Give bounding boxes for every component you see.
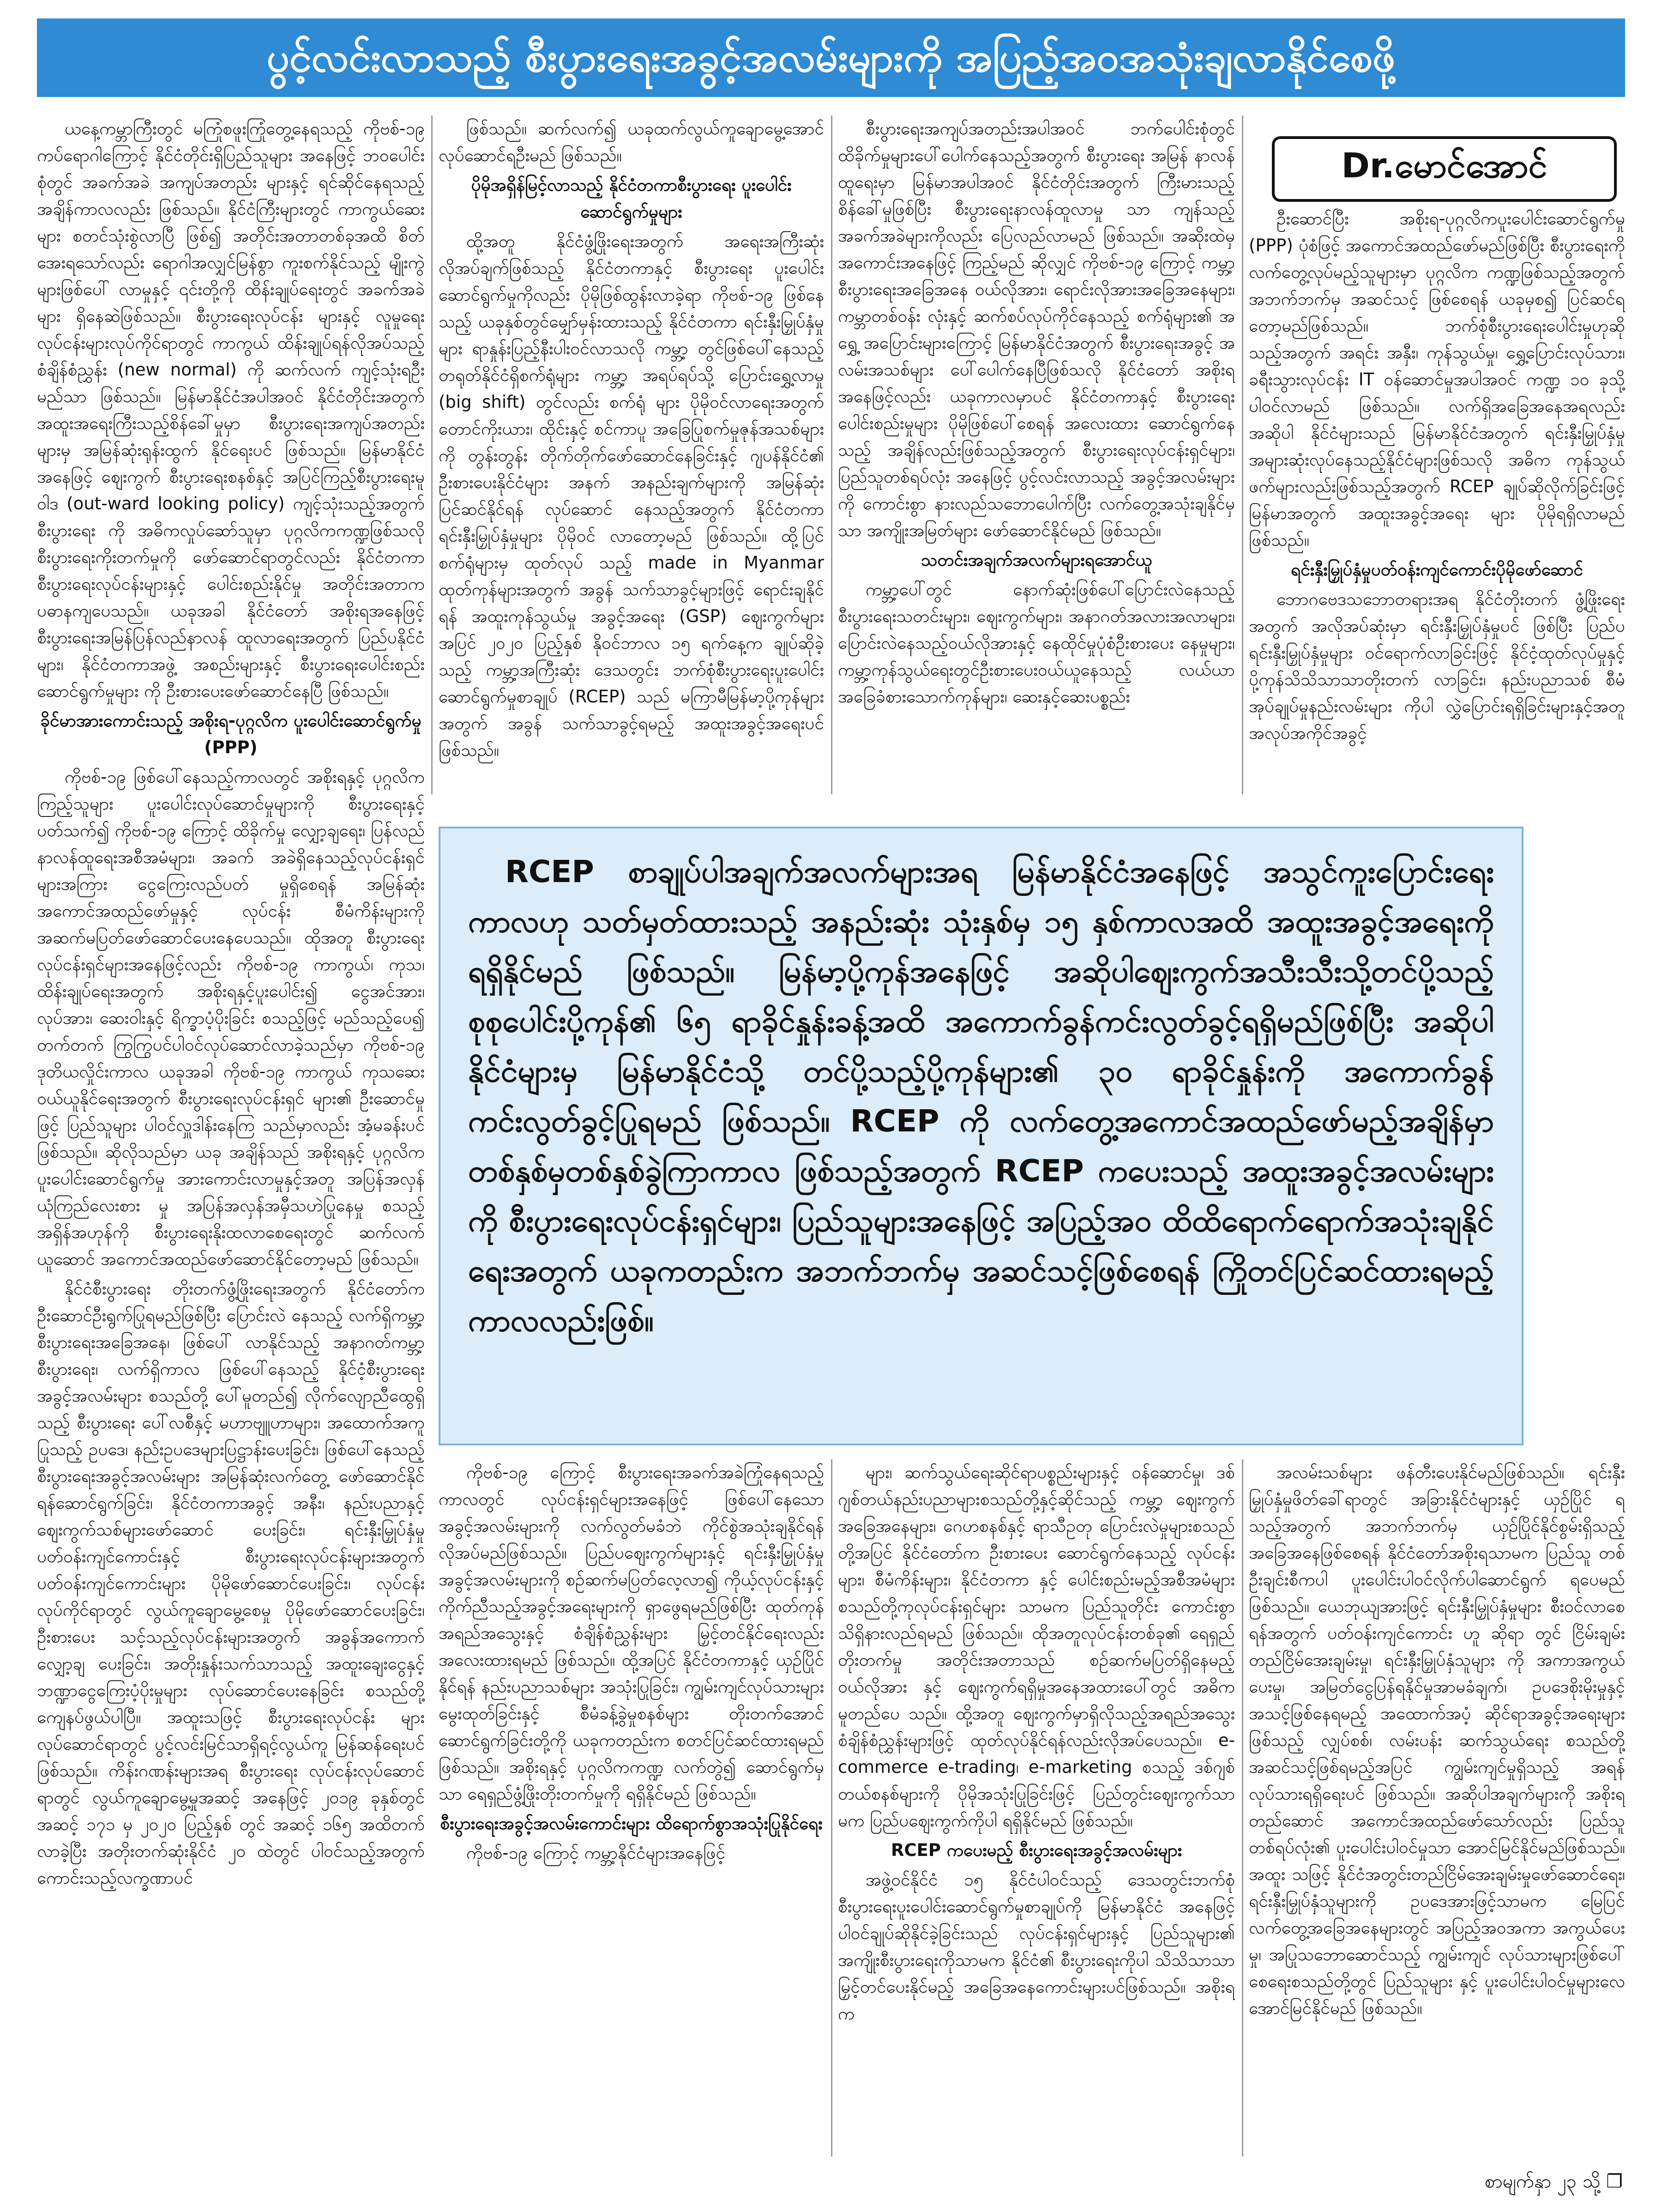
section-subhead: ပိုမိုအရှိန်မြင့်လာသည့် နိုင်ငံတကာစီးပွားရေး ပူးပေါင်းဆောင်ရွက်မှုများ [471,175,792,222]
paragraph: ယနေ့ကမ္ဘာကြီးတွင် မကြုံစဖူးကြုံတွေ့နေရသည့် ကိုဗစ်-၁၉ ကပ်ရောဂါကြောင့် နိုင်ငံတိုင်းရှိပြည်သူများ အနေဖြင့် ဘဝပေါင်းစုံတွင် အခက်အခဲ အကျပ်အတည်း များနှင့် ရင်ဆိုင်နေရသည့်အချိန်ကာလလည်း ဖြစ်သည်။ နိုင်ငံကြီးများတွင် ကာကွယ်ဆေးများ စတင်သုံးစွဲလာပြီ ဖြစ်၍ အတိုင်းအတာတစ်ခုအထိ စိတ်အေးရသော်လည်း ရောဂါအလျှင်မြန်စွာ ကူးစက်နိုင်သည့် မျိုးကွဲများဖြစ်ပေါ် လာမှုနှင့် ၎င်းတို့ကို ထိန်းချုပ်ရေးတွင် အခက်အခဲများ ရှိနေဆဲဖြစ်သည်။ စီးပွားရေးလုပ်ငန်း များနှင့် လူမှုရေးလုပ်ငန်းများလုပ်ကိုင်ရာတွင် ကာကွယ် ထိန်းချုပ်ရန်လိုအပ်သည့် စံချိန်စံညွှန်း (new normal) ကို ဆက်လက် ကျင့်သုံးရဦးမည်သာ ဖြစ်သည်။ မြန်မာနိုင်ငံအပါအဝင် နိုင်ငံတိုင်းအတွက် အထူးအရေးကြီးသည့်စိန်ခေါ်မှုမှာ စီးပွားရေးအကျပ်အတည်းများမှ အမြန်ဆုံးရုန်းထွက် နိုင်ရေးပင် ဖြစ်သည်။ မြန်မာနိုင်ငံအနေဖြင့် ဈေးကွက် စီးပွားရေးစနစ်နှင့် အပြင်ကြည့်စီးပွားရေးမူဝါဒ (out-ward looking policy) ကျင့်သုံးသည့်အတွက် စီးပွားရေး ကို အဓိကလှုပ်ဆော်သူမှာ ပုဂ္ဂလိကကဏ္ဍဖြစ်သလို စီးပွားရေးကိုးတက်မှုကို ဖော်ဆောင်ရာတွင်လည်း နိုင်ငံတကာ စီးပွားရေးလုပ်ငန်းများနှင့် ပေါင်းစည်းနိုင်မှု အတိုင်းအတာက ပဓာနကျပေသည်။ ယခုအခါ နိုင်ငံတော် အစိုးရအနေဖြင့် စီးပွားရေးအမြန်ပြန်လည်နာလန် ထူလာရေးအတွက် ပြည်ပနိုင်ငံများ၊ နိုင်ငံတကာအဖွဲ့ အစည်းများနှင့် စီးပွားရေးပေါင်းစည်းဆောင်ရွက်မှုများ ကို ဦးစားပေးဖော်ဆောင်နေပြီ ဖြစ်သည်။ [37,119,425,701]
paragraph: အလမ်းသစ်များ ဖန်တီးပေးနိုင်မည်ဖြစ်သည်။ ရင်းနှီး မြှုပ်နှံမှုဖိတ်ခေါ်ရာတွင် အခြားနိုင်ငံများနှင့် ယှဉ်ပြိုင် ရသည့်အတွက် အဘက်ဘက်မှ ယှဉ်ပြိုင်နိုင်စွမ်းရှိသည့် အခြေအနေဖြစ်စေရန် နိုင်ငံတော်အစိုးရသာမက ပြည်သူ တစ်ဦးချင်းစီကပါ ပူးပေါင်းပါဝင်လိုက်ပါဆောင်ရွက် ရပေမည် ဖြစ်သည်။ ယေဘုယျအားဖြင့် ရင်းနှီးမြှုပ်နှံမှုများ စီးဝင်လာစေရန်အတွက် ပတ်ဝန်းကျင်ကောင်း ဟူ ဆိုရာ တွင် ငြိမ်းချမ်းတည်ငြိမ်အေးချမ်းမှု၊ ရင်းနှီးမြှုပ်နှံသူများ ကို အကာအကွယ်ပေးမှု၊ အမြတ်ငွေပြန်ရနိုင်မှုအာမခံချက်၊ ဥပဒေစိုးမိုးမှုနှင့် အသင့်ဖြစ်နေရမည့် အထောက်အပံ့ ဆိုင်ရာအခွင့်အရေးများဖြစ်သည့် လျှပ်စစ်၊ လမ်းပန်း ဆက်သွယ်ရေး စသည်တို့အဆင်သင့်ဖြစ်ရမည့်အပြင် ကျွမ်းကျင်မှုရှိသည့် အရန်လုပ်သားရရှိရေးပင် ဖြစ်သည်။ အဆိုပါအချက်များကို အစိုးရတည်ဆောင် အကောင်အထည်ဖော်သော်လည်း ပြည်သူတစ်ရပ်လုံး၏ ပူးပေါင်းပါဝင်မှုသာ အောင်မြင်နိုင်မည်ဖြစ်သည်။ အထူး သဖြင့် နိုင်ငံအတွင်းတည်ငြိမ်အေးချမ်းမှုဖော်ဆောင်ရေး၊ ရင်းနှီးမြှုပ်နှံသူများကို ဥပဒေအားဖြင့်သာမက မြေပြင် လက်တွေ့အခြေအနေများတွင် အပြည့်အဝအကာ အကွယ်ပေးမှု၊ အပြုသဘောဆောင်သည့် ကျွမ်းကျင် လုပ်သားများဖြစ်ပေါ်စေရေးစသည်တို့တွင် ပြည်သူများ နှင့် ပူးပေါင်းပါဝင်မှုများလေ အောင်မြင်နိုင်မည် ဖြစ်သည်။ [1249,1463,1625,2018]
article-column-7 [1249,1459,1625,2157]
section-subhead: ခိုင်မာအားကောင်းသည့် အစိုးရ-ပုဂ္ဂလိက ပူးပေါင်းဆောင်ရွက်မှု (PPP) [40,711,422,757]
column-divider [1242,115,1243,794]
continued-on-page: စာမျက်နှာ ၂၃ သို့ ❐ [1484,2171,1623,2192]
section-subhead: RCEP ကပေးမည့် စီးပွားရေးအခွင့်အလမ်းများ [891,1840,1182,1860]
column-divider [831,1459,832,2157]
headline-banner [37,18,1625,97]
paragraph: နိုင်ငံစီးပွားရေး တိုးတက်ဖွံ့ဖြိုးရေးအတွက် နိုင်ငံတော်က ဦးဆောင်ဦးရွက်ပြုရမည်ဖြစ်ပြီး ပြောင်းလဲ နေသည့် လက်ရှိကမ္ဘာ့စီးပွားရေးအခြေအနေ၊ ဖြစ်ပေါ် လာနိုင်သည့် အနာဂတ်ကမ္ဘာ့စီးပွားရေး၊ လက်ရှိကာလ ဖြစ်ပေါ်နေသည့် နိုင်ငံ့စီးပွားရေးအခွင့်အလမ်းများ စသည်တို့ ပေါ်မူတည်၍ လိုက်လျောညီထွေရှိသည့် စီးပွားရေး ပေါ်လစီနှင့် မဟာဗျူဟာများ၊ အထောက်အကူပြုသည့် ဥပဒေ၊ နည်းဥပဒေများပြဋ္ဌာန်းပေးခြင်း၊ ဖြစ်ပေါ်နေသည့် စီးပွားရေးအခွင့်အလမ်းများ အမြန်ဆုံးလက်တွေ့ ဖော်ဆောင်နိုင်ရန်ဆောင်ရွက်ခြင်း၊ နိုင်ငံတကာအခွင့် အနီး၊ နည်းပညာနှင့် ဈေးကွက်သစ်များဖော်ဆောင် ပေးခြင်း၊ ရင်းနှီးမြှုပ်နှံမှုပတ်ဝန်းကျင်ကောင်းနှင့် စီးပွားရေးလုပ်ငန်းများအတွက် ပတ်ဝန်းကျင်ကောင်းများ ပိုမိုဖော်ဆောင်ပေးခြင်း၊ လုပ်ငန်းလုပ်ကိုင်ရာတွင် လွယ်ကူချောမွေ့စေမှု ပိုမိုဖော်ဆောင်ပေးခြင်း၊ ဦးစားပေး သင့်သည့်လုပ်ငန်းများအတွက် အခွန်အကောက်လျှော့ချ ပေးခြင်း၊ အတိုးနှုန်းသက်သာသည့် အထူးချေးငွေနှင့် ဘဏ္ဍာငွေကြေးပံ့ပိုးမှုများ လုပ်ဆောင်ပေးနေခြင်း စသည်တို့ကျေနပ်ဖွယ်ပါပြီ။ အထူးသဖြင့် စီးပွားရေးလုပ်ငန်း များလုပ်ဆောင်ရာတွင် ပွင့်လင်းမြင်သာရှိရင့်လွယ်ကူ မြန်ဆန်ရေးပင်ဖြစ်သည်။ ကိန်းဂဏန်းများအရ စီးပွားရေး လုပ်ငန်းလုပ်ဆောင်ရာတွင် လွယ်ကူချောမွေ့မှုအဆင့် အနေဖြင့် ၂၀၁၉ ခုနှစ်တွင် အဆင့် ၁၇၁ မှ ၂၀၂၀ ပြည့်နှစ် တွင် အဆင့် ၁၆၅ အထိတက်လာခဲ့ပြီး အတိုးတက်ဆုံးနိုင်ငံ ၂၀ ထဲတွင် ပါဝင်သည့်အတွက် ကောင်းသည့်လက္ခဏာပင် [37,1279,425,1888]
pull-quote-box [439,827,1524,1445]
column-divider [1242,1459,1243,2157]
column-divider [831,115,832,794]
paragraph: စီးပွားရေးအကျပ်အတည်းအပါအဝင် ဘက်ပေါင်းစုံတွင် ထိခိုက်မှုများပေါ်ပေါက်နေသည့်အတွက် စီးပွားရေး အမြန် နာလန်ထူရေးမှာ မြန်မာအပါအဝင် နိုင်ငံတိုင်းအတွက် ကြီးမားသည့်စိန်ခေါ်မှုဖြစ်ပြီး စီးပွားရေးနာလန်ထူလာမှု သာ ကျန်သည့်အခက်အခဲများကိုလည်း ပြေလည်လာမည် ဖြစ်သည်။ အဆိုးထဲမှ အကောင်းအနေဖြင့် ကြည့်မည် ဆိုလျှင် ကိုဗစ်-၁၉ ကြောင့် ကမ္ဘာ့စီးပွားရေးအခြေအနေ ဝယ်လိုအား၊ ရောင်းလိုအားအခြေအနေများ၊ ကမ္ဘာတစ်ဝန်း လုံးနှင့် ဆက်စပ်လုပ်ကိုင်နေသည့် စက်ရုံများ၏ အရွှေ့ အပြောင်းများကြောင့် မြန်မာနိုင်ငံအတွက် စီးပွားရေးအခွင့် အလမ်းအသစ်များ ပေါ်ပေါက်နေပြီဖြစ်သလို နိုင်ငံတော် အစိုးရအနေဖြင့်လည်း ယခုကာလမှာပင် နိုင်ငံတကာနှင့် စီးပွားရေးပေါင်းစည်းမှုများ ပိုမိုဖြစ်ပေါ်စေရန် အလေးထား ဆောင်ရွက်နေသည့် အချိန်လည်းဖြစ်သည့်အတွက် စီးပွားရေးလုပ်ငန်းရှင်များ၊ ပြည်သူတစ်ရပ်လုံး အနေဖြင့် ပွင့်လင်းလာသည့် အခွင့်အလမ်းများကို ကောင်းစွာ နားလည်သဘောပေါက်ပြီး လက်တွေ့အသုံးချနိုင်မှသာ အကျိုးအမြတ်များ ဖော်ဆောင်နိုင်မည် ဖြစ်သည်။ [838,119,1235,540]
column-divider [431,115,433,794]
article-column-1 [37,115,425,2157]
author-byline [1272,136,1617,202]
article-column-5 [439,1459,824,2157]
paragraph: ကမ္ဘာ့ပေါ်တွင် နောက်ဆုံးဖြစ်ပေါ်ပြောင်းလဲနေသည့် စီးပွားရေးသတင်းများ၊ ဈေးကွက်များ၊ အနာဂတ်အလားအလာများ၊ ပြောင်းလဲနေသည့်ဝယ်လိုအားနှင့် နေထိုင်မှုပုံစံဦးစားပေး နေမှုများ၊ ကမ္ဘာ့ကုန်သွယ်ရေးတွင်ဦးစားပေးဝယ်ယူနေသည့် လယ်ယာအခြေခံစားသောက်ကုန်များ၊ ဆေးနှင့်ဆေးပစ္စည်း [838,580,1235,707]
headline-text: ပွင့်လင်းလာသည့် စီးပွားရေးအခွင့်အလမ်းများကို အပြည့်အ၀အသုံးချလာနိုင်စေဖို့ [266,35,1396,81]
section-subhead: သတင်းအချက်အလက်များရအောင်ယူ [921,550,1152,570]
article-column-3 [838,115,1235,799]
paragraph: အဖွဲ့ဝင်နိုင်ငံ ၁၅ နိုင်ငံပါဝင်သည့် ဒေသတွင်းဘက်စုံ စီးပွားရေးပူးပေါင်းဆောင်ရွက်မှုစာချုပ်ကို မြန်မာနိုင်ငံ အနေဖြင့် ပါဝင်ချုပ်ဆိုနိုင်ခဲ့ခြင်းသည် လုပ်ငန်းရှင်များနှင့် ပြည်သူများ၏ အကျိုးစီးပွားရေးကိုသာမက နိုင်ငံ၏ စီးပွားရေးကိုပါ သိသိသာသာမြှင့်တင်ပေးနိုင်မည့် အခြေအနေကောင်းများပင်ဖြစ်သည်။ အစိုးရက [838,1870,1235,2024]
paragraph: ကိုဗစ်-၁၉ ကြောင့် စီးပွားရေးအခက်အခဲကြုံနေရသည့် ကာလတွင် လုပ်ငန်းရှင်များအနေဖြင့် ဖြစ်ပေါ်နေသော အခွင့်အလမ်းများကို လက်လွတ်မခံဘဲ ကိုင်စွဲအသုံးချနိုင်ရန် လိုအပ်မည်ဖြစ်သည်။ ပြည်ပဈေးကွက်များနှင့် ရင်းနှီးမြှုပ်နှံမှုအခွင့်အလမ်းများကို စဉ်ဆက်မပြတ်လေ့လာ၍ ကိုယ့်လုပ်ငန်းနှင့် ကိုက်ညီသည့်အခွင့်အရေးများကို ရှာဖွေရမည်ဖြစ်ပြီး ထုတ်ကုန်အရည်အသွေးနှင့် စံချိန်စံညွှန်းများ မြှင့်တင်နိုင်ရေးလည်း အလေးထားရမည် ဖြစ်သည်။ ထို့အပြင် နိုင်ငံတကာနှင့် ယှဉ်ပြိုင်နိုင်ရန် နည်းပညာသစ်များ အသုံးပြုခြင်း၊ ကျွမ်းကျင်လုပ်သားများ မွေးထုတ်ခြင်းနှင့် စီမံခန့်ခွဲမှုစနစ်များ တိုးတက်အောင် ဆောင်ရွက်ခြင်းတို့ကို ယခုကတည်းက စတင်ပြင်ဆင်ထားရမည် ဖြစ်သည်။ အစိုးရနှင့် ပုဂ္ဂလိကကဏ္ဍ လက်တွဲ၍ ဆောင်ရွက်မှသာ ရေရှည်ဖွံ့ဖြိုးတိုးတက်မှုကို ရရှိနိုင်မည် ဖြစ်သည်။ [439,1463,824,1804]
paragraph: ကိုဗစ်-၁၉ ဖြစ်ပေါ်နေသည့်ကာလတွင် အစိုးရနှင့် ပုဂ္ဂလိကကြည့်သူများ ပူးပေါင်းလုပ်ဆောင်မှုများကို စီးပွားရေးနှင့်ပတ်သက်၍ ကိုဗစ်-၁၉ ကြောင့် ထိခိုက်မှု လျှော့ချရေး၊ ပြန်လည်နာလန်ထူရေးအစီအမံများ၊ အခက် အခဲရှိနေသည့်လုပ်ငန်းရှင်များအကြား ငွေကြေးလည်ပတ် မှုရှိစေရန် အမြန်ဆုံးအကောင်အထည်ဖော်မှုနှင့် လုပ်ငန်း စီမံကိန်းများကိုအဆက်မပြတ်ဖော်ဆောင်ပေးနေပေသည်။ ထိုအတူ စီးပွားရေးလုပ်ငန်းရှင်များအနေဖြင့်လည်း ကိုဗစ်-၁၉ ကာကွယ်၊ ကုသ၊ ထိန်းချုပ်ရေးအတွက် အစိုးရနှင့်ပူးပေါင်း၍ ငွေအင်အား၊ လုပ်အား၊ ဆေးဝါးနှင့် ရိက္ခာပံ့ပိုးခြင်း စသည့်ဖြင့် မည်သည့်ပေ၍ တက်တက် ကြွကြွပင်ပါဝင်လုပ်ဆောင်လာခဲ့သည်မှာ ကိုဗစ်-၁၉ ဒုတိယလှိုင်းကာလ ယခုအခါ ကိုဗစ်-၁၉ ကာကွယ် ကုသဆေးဝယ်ယူနိုင်ရေးအတွက် စီးပွားရေးလုပ်ငန်းရှင် များ၏ ဦးဆောင်မှုဖြင့် ပြည်သူများ ပါဝင်လှူဒါန်းနေကြ သည်မှာလည်း အံ့မခန်းပင်ဖြစ်သည်။ ဆိုလိုသည်မှာ ယခု အချိန်သည် အစိုးရနှင့် ပုဂ္ဂလိကပူးပေါင်းဆောင်ရွက်မှု အားကောင်းလာမှုနှင့်အတူ အပြန်အလှန်ယုံကြည်လေးစား မှု အပြန်အလှန်အမှီသဟဲပြုနေမှု စသည့်အရှိန်အဟုန်ကို စီးပွားရေးနိုးထလာစေရေးတွင် ဆက်လက်ယူဆောင် အကောင်အထည်ဖော်ဆောင်နိုင်တော့မည် ဖြစ်သည်။ [37,767,425,1269]
paragraph: ဦးဆောင်ပြီး အစိုးရ-ပုဂ္ဂလိကပူးပေါင်းဆောင်ရွက်မှု (PPP) ပုံစံဖြင့် အကောင်အထည်ဖော်မည်ဖြစ်ပြီး စီးပွားရေးကို လက်တွေ့လုပ်မည့်သူများမှာ ပုဂ္ဂလိက ကဏ္ဍဖြစ်သည့်အတွက် အဘက်ဘက်မှ အဆင်သင့် ဖြစ်စေရန် ယခုမှစ၍ ပြင်ဆင်ရတော့မည်ဖြစ်သည်။ ဘက်စုံစီးပွားရေးပေါင်းမှုဟုဆိုသည့်အတွက် အရင်း အနှီး၊ ကုန်သွယ်မှု၊ ရွှေ့ပြောင်းလုပ်သား၊ ခရီးသွားလုပ်ငန်း IT ဝန်ဆောင်မှုအပါအဝင် ကဏ္ဍ ၁၀ ခုသို့ ပါဝင်လာမည် ဖြစ်သည်။ လက်ရှိအခြေအနေအရလည်း အဆိုပါ နိုင်ငံများသည် မြန်မာနိုင်ငံအတွက် ရင်းနှီးမြှုပ်နှံမှု အများဆုံးလုပ်နေသည့်နိုင်ငံများဖြစ်သလို အဓိက ကုန်သွယ်ဖက်များလည်းဖြစ်သည့်အတွက် RCEP ချုပ်ဆိုလိုက်ခြင်းဖြင့် မြန်မာအတွက် အထူးအခွင့်အရေး များ ပိုမိုရရှိလာမည်ဖြစ်သည်။ [1249,209,1625,550]
paragraph: ကိုဗစ်-၁၉ ကြောင့် ကမ္ဘာ့နိုင်ငံများအနေဖြင့် [466,1843,726,1863]
paragraph: ထို့အတူ နိုင်ငံဖွံ့ဖြိုးရေးအတွက် အရေးအကြီးဆုံး လိုအပ်ချက်ဖြစ်သည့် နိုင်ငံတကာနှင့် စီးပွားရေး ပူးပေါင်း ဆောင်ရွက်မှုကိုလည်း ပိုမိုဖြစ်ထွန်းလာခဲ့ရာ ကိုဗစ်-၁၉ ဖြစ်နေသည့် ယခုနှစ်တွင်မျှော်မှန်းထားသည့် နိုင်ငံတကာ ရင်းနှီးမြှုပ်နှံမှုများ ရာနှုန်းပြည့်နီးပါးဝင်လာသလို ကမ္ဘာ့ တွင်ဖြစ်ပေါ်နေသည့် တရုတ်နိုင်ငံရှိစက်ရုံများ ကမ္ဘာ့ အရပ်ရပ်သို့ ပြောင်းရွှေ့လာမှု (big shift) တွင်လည်း စက်ရုံ များ ပိုမိုဝင်လာရေးအတွက် တောင်ကိုးယား၊ ထိုင်းနှင့် စင်ကာပူ အခြေပြုစက်မှုဇုန်အသစ်များကို တွန်းတွန်း တိုက်တိုက်ဖော်ဆောင်နေခြင်းနှင့် ဂျပန်နိုင်ငံ၏ ဦးစားပေးနိုင်ငံများ အနက် အနည်းချက်များကို အမြန်ဆုံးပြင်ဆင်နိုင်ရန် လုပ်ဆောင် နေသည့်အတွက် နိုင်ငံတကာရင်းနှီးမြှုပ်နှံမှုများ ပိုမိုဝင် လာတော့မည် ဖြစ်သည်။ ထို့ပြင် စက်ရုံများမှ ထုတ်လုပ် သည့် made in Myanmar ထုတ်ကုန်များအတွက် အခွန် သက်သာခွင့်များဖြင့် ရောင်းချနိုင်ရန် အထူးကုန်သွယ်မှု အခွင့်အရေး (GSP) ဈေးကွက်များအပြင် ၂၀၂၀ ပြည့်နှစ် နိုဝင်ဘာလ ၁၅ ရက်နေ့က ချုပ်ဆိုခဲ့သည့် ကမ္ဘာ့အကြီးဆုံး ဒေသတွင်း ဘက်စုံစီးပွားရေးပူးပေါင်းဆောင်ရွက်မှုစာချုပ် (RCEP) သည် မကြာမီမြန်မာ့ပို့ကုန်များအတွက် အခွန် သက်သာခွင့်ရမည့် အထူးအခွင့်အရေးပင် ဖြစ်သည်။ [439,231,824,760]
section-subhead: ရင်းနှီးမြှုပ်နှံမှုပတ်ဝန်းကျင်ကောင်းပိုမိုဖော်ဆောင် [1291,560,1583,580]
article-column-4 [1249,205,1625,799]
article-column-6 [838,1459,1235,2157]
article-column-2 [439,115,824,799]
paragraph: ဘောဂဗေဒသဘောတရားအရ နိုင်ငံတိုးတက် ဖွံ့ဖြိုးရေးအတွက် အလိုအပ်ဆုံးမှာ ရင်းနှီးမြှုပ်နှံမှုပင် ဖြစ်ပြီး ပြည်ပရင်းနှီးမြှုပ်နှံမှုများ ဝင်ရောက်လာခြင်းဖြင့် နိုင်ငံ့ထုတ်လုပ်မှုနှင့် ပို့ကုန်သိသိသာသာတိုးတက် လာခြင်း၊ နည်းပညာသစ် စီမံအုပ်ချုပ်မှုနည်းလမ်းများ ကိုပါ လွှဲပြောင်းရရှိခြင်းများနှင့်အတူ အလုပ်အကိုင်အခွင့် [1249,589,1625,743]
section-subhead: စီးပွားရေးအခွင့်အလမ်းကောင်းများ ထိရောက်စွာအသုံးပြုနိုင်ရေး [440,1813,823,1833]
paragraph: ဖြစ်သည်။ ဆက်လက်၍ ယခုထက်လွယ်ကူချောမွေ့အောင် လုပ်ဆောင်ရဦးမည် ဖြစ်သည်။ [439,119,824,165]
author-name: Dr.မောင်အောင် [1341,145,1548,186]
paragraph: များ၊ ဆက်သွယ်ရေးဆိုင်ရာပစ္စည်းများနှင့် ဝန်ဆောင်မှု၊ ဒစ်ဂျစ်တယ်နည်းပညာများစသည်တို့နှင့်ဆိုင်သည့် ကမ္ဘာ့ ဈေးကွက်အခြေအနေများ၊ ဂေဟစနစ်နှင့် ရာသီဥတု ပြောင်းလဲမှုများစသည်တို့အပြင် နိုင်ငံတော်က ဦးစားပေး ဆောင်ရွက်နေသည့် လုပ်ငန်းများ၊ စီမံကိန်းများ၊ နိုင်ငံတကာ နှင့် ပေါင်းစည်းမည့်အစီအမံများ စသည်တို့ကုလုပ်ငန်းရှင်များ သာမက ပြည်သူတိုင်း ကောင်းစွာသိရှိနားလည်ရမည် ဖြစ်သည်။ ထိုအတူလုပ်ငန်းတစ်ခု၏ ရေရှည်တိုးတက်မှု အတိုင်းအတာသည် စဉ်ဆက်မပြတ်ရှိနေမည့်ဝယ်လိုအား နှင့် ဈေးကွက်ရရှိမှုအနေအထားပေါ်တွင် အဓိကမူတည်ပေ သည်။ ထို့အတူ ဈေးကွက်မှာရှိလိုသည့်အရည်အသွေး စံချိန်စံညွှန်းများဖြင့် ထုတ်လုပ်နိုင်ရန်လည်းလိုအပ်ပေသည်။ e-commerce e-trading၊ e-marketing စသည့် ဒစ်ဂျစ်တယ်စနစ်များကို ပိုမိုအသုံးပြုခြင်းဖြင့် ပြည်တွင်းဈေးကွက်သာမက ပြည်ပဈေးကွက်ကိုပါ ရရှိနိုင်မည် ဖြစ်သည်။ [838,1463,1235,1831]
pull-quote-text: RCEP စာချုပ်ပါအချက်အလက်များအရ မြန်မာနိုင်ငံအနေဖြင့် အသွင်ကူးပြောင်းရေးကာလဟု သတ်မှတ်ထားသည့် အနည်းဆုံး သုံးနှစ်မှ ၁၅ နှစ်ကာလအထိ အထူးအခွင့်အရေးကို ရရှိနိုင်မည် ဖြစ်သည်။ မြန်မာ့ပို့ကုန်အနေဖြင့် အဆိုပါဈေးကွက်အသီးသီးသို့တင်ပို့သည့် စုစုပေါင်းပို့ကုန်၏ ၆၅ ရာခိုင်နှုန်းခန့်အထိ အကောက်ခွန်ကင်းလွတ်ခွင့်ရရှိမည်ဖြစ်ပြီး အဆိုပါနိုင်ငံများမှ မြန်မာနိုင်ငံသို့ တင်ပို့သည့်ပို့ကုန်များ၏ ၃၀ ရာခိုင်နှုန်းကို အကောက်ခွန် ကင်းလွတ်ခွင့်ပြုရမည် ဖြစ်သည်။ RCEP ကို လက်တွေ့အကောင်အထည်ဖော်မည့်အချိန်မှာ တစ်နှစ်မှတစ်နှစ်ခွဲကြာကာလ ဖြစ်သည့်အတွက် RCEP ကပေးသည့် အထူးအခွင့်အလမ်းများကို စီးပွားရေးလုပ်ငန်းရှင်များ၊ ပြည်သူများအနေဖြင့် အပြည့်အဝ ထိထိရောက်ရောက်အသုံးချနိုင်ရေးအတွက် ယခုကတည်းက အဘက်ဘက်မှ အဆင်သင့်ဖြစ်စေရန် ကြိုတင်ပြင်ဆင်ထားရမည့်ကာလလည်းဖြစ်။ [468,854,1494,1338]
